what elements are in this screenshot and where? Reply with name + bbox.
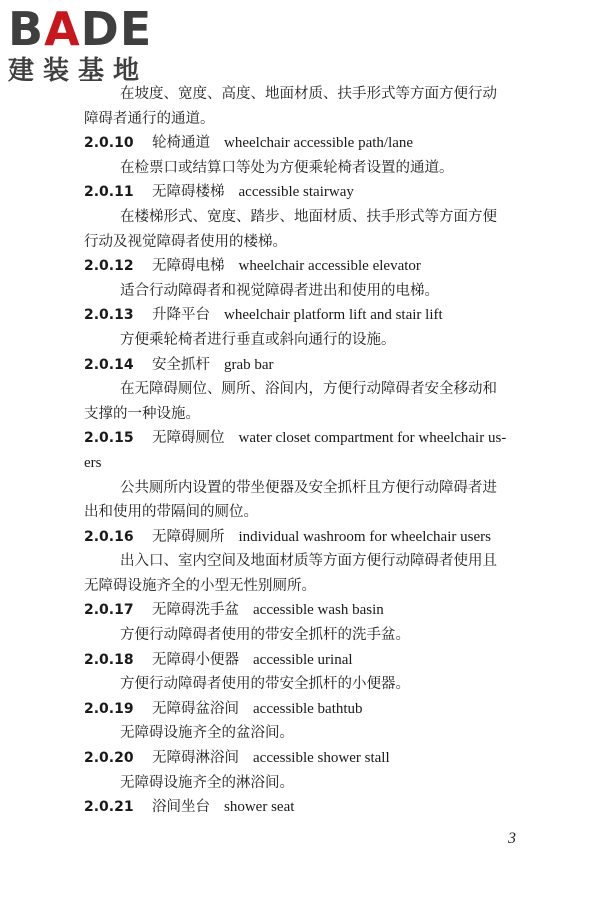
term-entry (84, 353, 544, 378)
definition-line: 无障碍设施齐全的盆浴间。 (120, 725, 294, 742)
term-number: 2.0.11 (84, 184, 134, 201)
definition-line: 方便乘轮椅者进行垂直或斜向通行的设施。 (120, 331, 396, 348)
term-chinese: 无障碍厕位 (152, 430, 225, 447)
term-number: 2.0.20 (84, 750, 134, 767)
term-number: 2.0.12 (84, 258, 134, 275)
term-entry (84, 598, 544, 623)
term-english: individual washroom for wheelchair users (238, 528, 491, 545)
term-english: accessible shower stall (253, 750, 390, 767)
term-english: accessible urinal (253, 651, 353, 668)
term-entry (84, 648, 544, 673)
term-english: accessible stairway (238, 184, 354, 201)
logo-letters-b: B (8, 2, 45, 56)
term-chinese: 无障碍楼梯 (152, 184, 225, 201)
logo-wordmark (8, 4, 176, 54)
term-english: accessible bathtub (253, 700, 363, 717)
term-number: 2.0.15 (84, 430, 134, 447)
term-entry (84, 746, 544, 771)
term-entry (84, 795, 544, 820)
term-number: 2.0.17 (84, 602, 134, 619)
logo-subtitle: 建装基地 (8, 56, 149, 86)
term-english: wheelchair accessible path/lane (224, 135, 414, 152)
definition-line: 无障碍设施齐全的小型无性别厕所。 (84, 577, 316, 594)
term-english: water closet compartment for wheelchair us- (238, 430, 507, 447)
term-number: 2.0.16 (84, 528, 134, 545)
paragraph-line: 障碍者通行的通道。 (84, 110, 215, 127)
term-english: shower seat (224, 799, 295, 816)
page-number: 3 (508, 830, 516, 847)
term-chinese: 无障碍淋浴间 (152, 750, 239, 767)
term-chinese: 无障碍电梯 (152, 258, 225, 275)
term-entry (84, 525, 544, 550)
term-chinese: 浴间坐台 (152, 799, 210, 816)
document-body (84, 82, 544, 820)
definition-line: 出入口、室内空间及地面材质等方面方便行动障碍者使用且 (120, 553, 497, 570)
definition-line: 方便行动障碍者使用的带安全抓杆的洗手盆。 (120, 627, 410, 644)
term-number: 2.0.14 (84, 356, 134, 373)
term-english: accessible wash basin (253, 602, 384, 619)
term-entry (84, 303, 544, 328)
term-english: wheelchair accessible elevator (238, 258, 421, 275)
term-entry (84, 254, 544, 279)
term-number: 2.0.19 (84, 700, 134, 717)
bade-logo (8, 4, 176, 90)
term-entry (84, 426, 544, 451)
term-chinese: 轮椅通道 (152, 135, 210, 152)
paragraph-line: 在坡度、宽度、高度、地面材质、扶手形式等方面方便行动 (120, 86, 497, 102)
term-chinese: 升降平台 (152, 307, 210, 324)
definition-line: 公共厕所内设置的带坐便器及安全抓杆且方便行动障碍者进 (120, 479, 497, 496)
term-chinese: 无障碍洗手盆 (152, 602, 239, 619)
term-entry (84, 697, 544, 722)
term-entry (84, 131, 544, 156)
term-entry (84, 180, 544, 205)
term-number: 2.0.13 (84, 307, 134, 324)
definition-line: 在楼梯形式、宽度、踏步、地面材质、扶手形式等方面方便 (120, 208, 497, 225)
term-english: grab bar (224, 356, 274, 373)
term-number: 2.0.21 (84, 799, 134, 816)
term-chinese: 无障碍厕所 (152, 528, 225, 545)
term-english: wheelchair platform lift and stair lift (224, 307, 443, 324)
term-chinese: 安全抓杆 (152, 356, 210, 373)
definition-line: 行动及视觉障碍者使用的楼梯。 (84, 233, 287, 250)
definition-line: 出和使用的带隔间的厕位。 (84, 504, 258, 521)
term-english-continuation: ers (84, 454, 102, 471)
term-chinese: 无障碍盆浴间 (152, 700, 239, 717)
term-number: 2.0.18 (84, 651, 134, 668)
term-number: 2.0.10 (84, 135, 134, 152)
logo-letter-a-accent: A (44, 2, 81, 56)
definition-line: 支撑的一种设施。 (84, 405, 200, 422)
definition-line: 在无障碍厕位、厕所、浴间内，方便行动障碍者安全移动和 (120, 381, 497, 398)
logo-letters-de: DE (80, 2, 153, 56)
definition-line: 方便行动障碍者使用的带安全抓杆的小便器。 (120, 676, 410, 693)
term-chinese: 无障碍小便器 (152, 651, 239, 668)
definition-line: 在检票口或结算口等处为方便乘轮椅者设置的通道。 (120, 159, 454, 176)
definition-line: 无障碍设施齐全的淋浴间。 (120, 774, 294, 791)
definition-line: 适合行动障碍者和视觉障碍者进出和使用的电梯。 (120, 282, 439, 299)
